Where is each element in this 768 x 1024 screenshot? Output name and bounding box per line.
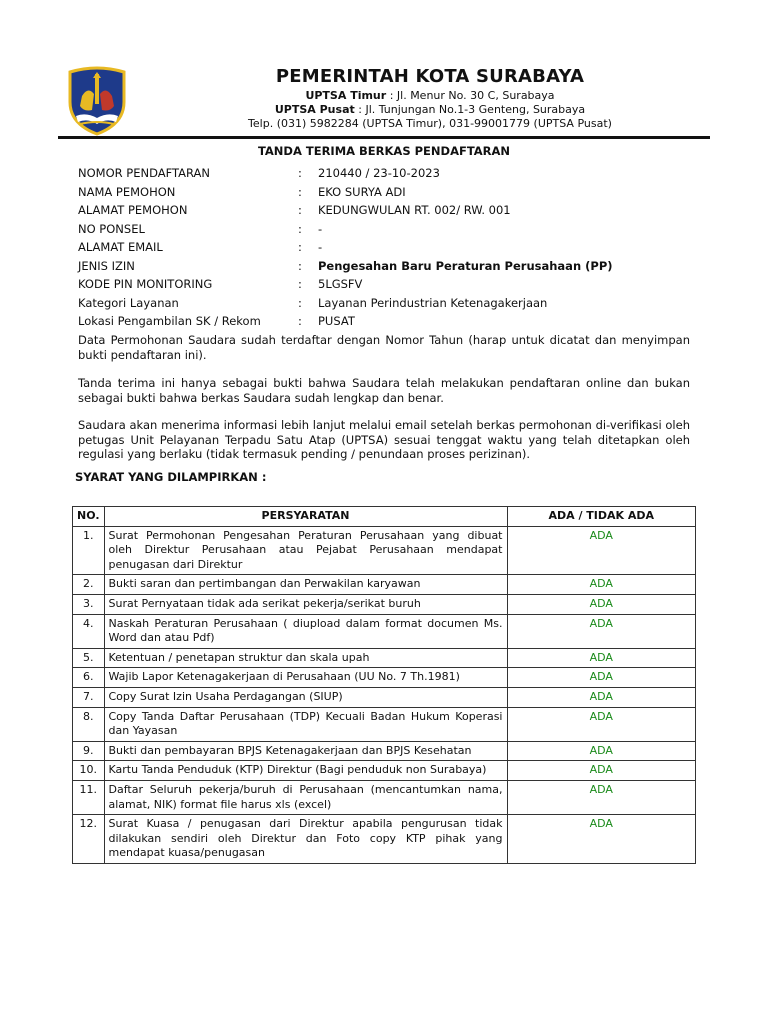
info-value: 5LGSFV bbox=[318, 277, 363, 291]
surabaya-coat-of-arms-icon bbox=[66, 66, 128, 136]
table-row bbox=[73, 761, 696, 781]
registration-info bbox=[78, 166, 718, 333]
table-row bbox=[73, 780, 696, 814]
row-requirement: Surat Kuasa / penugasan dari Direktur apabila pengurusan tidak dilakukan sendiri oleh Direktur dan Foto copy KTP pihak yang mendapat kuasa/penugasan bbox=[104, 815, 507, 864]
table-row bbox=[73, 648, 696, 668]
row-requirement: Copy Tanda Daftar Perusahaan (TDP) Kecuali Badan Hukum Koperasi dan Yayasan bbox=[104, 707, 507, 741]
row-requirement: Naskah Peraturan Perusahaan ( diupload dalam format documen Ms. Word dan atau Pdf) bbox=[104, 614, 507, 648]
info-colon: : bbox=[298, 277, 302, 291]
address-text-pusat: : Jl. Tunjungan No.1-3 Genteng, Surabaya bbox=[354, 103, 586, 116]
info-colon: : bbox=[298, 240, 302, 254]
row-status: ADA bbox=[507, 575, 696, 595]
row-number: 7. bbox=[73, 687, 105, 707]
table-row bbox=[73, 668, 696, 688]
address-line-pusat bbox=[180, 103, 680, 116]
table-row bbox=[73, 687, 696, 707]
col-header-no: NO. bbox=[73, 507, 105, 527]
notice-paragraph: Data Permohonan Saudara sudah terdaftar dengan Nomor Tahun (harap untuk dicatat dan menyimpan bukti pendaftaran ini). bbox=[78, 333, 690, 362]
row-status: ADA bbox=[507, 668, 696, 688]
row-status: ADA bbox=[507, 741, 696, 761]
info-label: NOMOR PENDAFTARAN bbox=[78, 166, 211, 180]
row-number: 12. bbox=[73, 815, 105, 864]
info-label: JENIS IZIN bbox=[78, 258, 135, 273]
info-label: Kategori Layanan bbox=[78, 295, 179, 310]
table-row bbox=[73, 594, 696, 614]
info-label: NO PONSEL bbox=[78, 221, 145, 236]
table-row bbox=[73, 815, 696, 864]
info-row bbox=[78, 296, 718, 315]
table-header-row bbox=[73, 507, 696, 527]
info-row bbox=[78, 185, 718, 204]
info-value: PUSAT bbox=[318, 314, 355, 328]
info-label: ALAMAT EMAIL bbox=[78, 240, 163, 254]
table-row bbox=[73, 575, 696, 595]
row-status: ADA bbox=[507, 614, 696, 648]
row-status: ADA bbox=[507, 687, 696, 707]
col-header-requirement: PERSYARATAN bbox=[104, 507, 507, 527]
address-label-timur: UPTSA Timur bbox=[305, 89, 387, 102]
row-requirement: Bukti dan pembayaran BPJS Ketenagakerjaan dan BPJS Kesehatan bbox=[104, 741, 507, 761]
info-label: KODE PIN MONITORING bbox=[78, 277, 213, 291]
phone-line: Telp. (031) 5982284 (UPTSA Timur), 031-99001779 (UPTSA Pusat) bbox=[248, 117, 612, 130]
info-row bbox=[78, 166, 718, 185]
row-requirement: Copy Surat Izin Usaha Perdagangan (SIUP) bbox=[104, 687, 507, 707]
row-status: ADA bbox=[507, 780, 696, 814]
row-status: ADA bbox=[507, 707, 696, 741]
letterhead bbox=[0, 62, 768, 142]
row-status: ADA bbox=[507, 815, 696, 864]
address-label-pusat: UPTSA Pusat bbox=[274, 103, 355, 116]
info-colon: : bbox=[298, 258, 302, 273]
requirements-table bbox=[72, 506, 696, 864]
row-number: 10. bbox=[73, 761, 105, 781]
row-number: 5. bbox=[73, 648, 105, 668]
info-label: NAMA PEMOHON bbox=[78, 184, 176, 199]
table-row bbox=[73, 707, 696, 741]
col-header-status: ADA / TIDAK ADA bbox=[507, 507, 696, 527]
row-requirement: Ketentuan / penetapan struktur dan skala upah bbox=[104, 648, 507, 668]
address-line-timur bbox=[180, 89, 680, 102]
row-status: ADA bbox=[507, 761, 696, 781]
info-row bbox=[78, 277, 718, 296]
address-text-timur: : Jl. Menur No. 30 C, Surabaya bbox=[386, 89, 555, 102]
header-title: PEMERINTAH KOTA SURABAYA bbox=[275, 66, 585, 87]
table-row bbox=[73, 741, 696, 761]
row-status: ADA bbox=[507, 526, 696, 575]
row-requirement: Wajib Lapor Ketenagakerjaan di Perusahaan (UU No. 7 Th.1981) bbox=[104, 668, 507, 688]
info-row bbox=[78, 240, 718, 259]
row-number: 6. bbox=[73, 668, 105, 688]
info-value: EKO SURYA ADI bbox=[318, 184, 406, 199]
row-number: 1. bbox=[73, 526, 105, 575]
info-colon: : bbox=[298, 314, 302, 328]
info-value: Layanan Perindustrian Ketenagakerjaan bbox=[318, 295, 548, 310]
row-number: 11. bbox=[73, 780, 105, 814]
info-label: Lokasi Pengambilan SK / Rekom bbox=[78, 314, 261, 328]
row-status: ADA bbox=[507, 594, 696, 614]
row-number: 9. bbox=[73, 741, 105, 761]
row-number: 3. bbox=[73, 594, 105, 614]
info-row bbox=[78, 203, 718, 222]
info-colon: : bbox=[298, 166, 302, 180]
info-colon: : bbox=[298, 295, 302, 310]
info-value: KEDUNGWULAN RT. 002/ RW. 001 bbox=[318, 203, 511, 217]
info-colon: : bbox=[298, 221, 302, 236]
notice-paragraph: Saudara akan menerima informasi lebih lanjut melalui email setelah berkas permohonan di-verifikasi oleh petugas Unit Pelayanan Terpadu Satu Atap (UPTSA) sesuai tenggat waktu yang telah ditetapkan oleh regulasi yang berlaku (tidak termasuk pending / penundaan proses perizinan). bbox=[78, 418, 690, 461]
requirements-title: SYARAT YANG DILAMPIRKAN : bbox=[75, 470, 267, 484]
info-colon: : bbox=[298, 203, 302, 217]
info-value: 210440 / 23-10-2023 bbox=[318, 166, 440, 180]
info-row bbox=[78, 259, 718, 278]
info-value: - bbox=[318, 240, 323, 254]
row-requirement: Surat Permohonan Pengesahan Peraturan Perusahaan yang dibuat oleh Direktur Perusahaan atau Pejabat Perusahaan mendapat penugasan dari Direktur bbox=[104, 526, 507, 575]
row-number: 2. bbox=[73, 575, 105, 595]
table-row bbox=[73, 614, 696, 648]
row-requirement: Daftar Seluruh pekerja/buruh di Perusahaan (mencantumkan nama, alamat, NIK) format file harus xls (excel) bbox=[104, 780, 507, 814]
info-value-permit-type: Pengesahan Baru Peraturan Perusahaan (PP) bbox=[318, 258, 613, 273]
row-status: ADA bbox=[507, 648, 696, 668]
info-row bbox=[78, 222, 718, 241]
notice-paragraph: Tanda terima ini hanya sebagai bukti bahwa Saudara telah melakukan pendaftaran online dan bukan sebagai bukti bahwa berkas Saudara sudah lengkap dan benar. bbox=[78, 376, 690, 405]
row-requirement: Kartu Tanda Penduduk (KTP) Direktur (Bagi penduduk non Surabaya) bbox=[104, 761, 507, 781]
info-value: - bbox=[318, 221, 323, 236]
row-number: 4. bbox=[73, 614, 105, 648]
table-row bbox=[73, 526, 696, 575]
info-colon: : bbox=[298, 184, 302, 199]
header-divider bbox=[58, 136, 710, 139]
document-title: TANDA TERIMA BERKAS PENDAFTARAN bbox=[257, 144, 511, 158]
info-row bbox=[78, 314, 718, 333]
row-number: 8. bbox=[73, 707, 105, 741]
row-requirement: Bukti saran dan pertimbangan dan Perwakilan karyawan bbox=[104, 575, 507, 595]
row-requirement: Surat Pernyataan tidak ada serikat pekerja/serikat buruh bbox=[104, 594, 507, 614]
info-label: ALAMAT PEMOHON bbox=[78, 203, 188, 217]
